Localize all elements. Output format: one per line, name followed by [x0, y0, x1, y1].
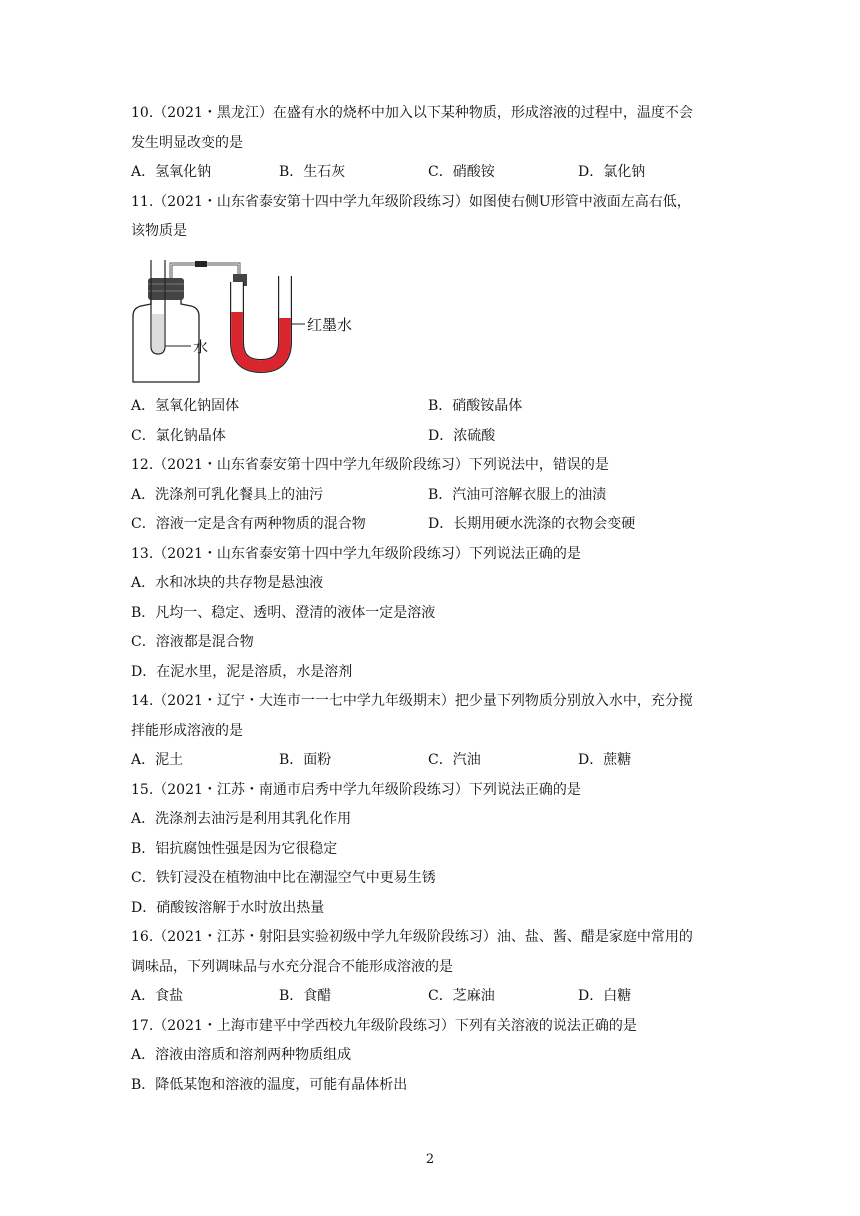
question-15-option-c: C．铁钉浸没在植物油中比在潮湿空气中更易生锈	[131, 870, 436, 886]
option-a: A．氢氧化钠固体	[131, 398, 240, 414]
question-13-option-c: C．溶液都是混合物	[131, 634, 254, 650]
question-14-options	[131, 750, 731, 770]
option-a: A．洗涤剂可乳化餐具上的油污	[131, 487, 324, 503]
question-11-stem-line-2: 该物质是	[131, 223, 187, 239]
question-16-stem-line-1: 16.（2021・江苏・射阳县实验初级中学九年级阶段练习）油、盐、酱、醋是家庭中常用的	[131, 929, 693, 945]
option-d: D．白糖	[578, 988, 632, 1004]
stopper-icon	[148, 278, 184, 300]
question-13-stem: 13.（2021・山东省泰安第十四中学九年级阶段练习）下列说法正确的是	[131, 546, 581, 562]
question-15-option-a: A．洗涤剂去油污是利用其乳化作用	[131, 811, 352, 827]
option-d: D．氯化钠	[578, 164, 646, 180]
option-d: D．浓硫酸	[428, 428, 496, 444]
option-c: C．氯化钠晶体	[131, 428, 226, 444]
question-13-option-d: D．在泥水里，泥是溶质，水是溶剂	[131, 664, 353, 680]
question-11-stem-line-1: 11.（2021・山东省泰安第十四中学九年级阶段练习）如图使右侧U形管中液面左高右低，	[131, 194, 691, 210]
question-10-stem-line-1: 10.（2021・黑龙江）在盛有水的烧杯中加入以下某种物质，形成溶液的过程中，温度不会	[131, 105, 693, 121]
option-c: C．汽油	[428, 752, 481, 768]
question-12-stem: 12.（2021・山东省泰安第十四中学九年级阶段练习）下列说法中，错误的是	[131, 457, 609, 473]
question-12-options-row-1	[131, 485, 731, 505]
question-10-options	[131, 162, 731, 182]
question-16-options	[131, 986, 731, 1006]
option-c: C．溶液一定是含有两种物质的混合物	[131, 516, 366, 532]
question-12-options-row-2	[131, 514, 731, 534]
water-label: 水	[193, 338, 209, 356]
option-d: D．蔗糖	[578, 752, 632, 768]
option-c: C．硝酸铵	[428, 164, 495, 180]
u-tube-apparatus-diagram	[131, 254, 371, 384]
question-13-option-b: B．凡均一、稳定、透明、澄清的液体一定是溶液	[131, 605, 436, 621]
red-ink-liquid	[237, 312, 285, 366]
question-15-stem: 15.（2021・江苏・南通市启秀中学九年级阶段练习）下列说法正确的是	[131, 782, 581, 798]
question-14-stem-line-1: 14.（2021・辽宁・大连市一一七中学九年级期末）把少量下列物质分别放入水中，充分搅	[131, 693, 693, 709]
question-13-option-a: A．水和冰块的共存物是悬浊液	[131, 575, 324, 591]
option-c: C．芝麻油	[428, 988, 495, 1004]
question-10-stem-line-2: 发生明显改变的是	[131, 135, 243, 151]
option-b: B．食醋	[279, 988, 332, 1004]
question-17-option-b: B．降低某饱和溶液的温度，可能有晶体析出	[131, 1077, 408, 1093]
page-number: 2	[425, 1152, 435, 1167]
question-17-option-a: A．溶液由溶质和溶剂两种物质组成	[131, 1047, 352, 1063]
question-15-option-b: B．铝抗腐蚀性强是因为它很稳定	[131, 841, 338, 857]
apparatus-figure	[131, 254, 371, 384]
question-11-options-row-2	[131, 426, 731, 446]
question-17-stem: 17.（2021・上海市建平中学西校九年级阶段练习）下列有关溶液的说法正确的是	[131, 1018, 637, 1034]
question-14-stem-line-2: 拌能形成溶液的是	[131, 723, 243, 739]
question-16-stem-line-2: 调味品，下列调味品与水充分混合不能形成溶液的是	[131, 959, 453, 975]
option-b: B．生石灰	[279, 164, 346, 180]
option-d: D．长期用硬水洗涤的衣物会变硬	[428, 516, 636, 532]
question-11-options-row-1	[131, 396, 731, 416]
question-15-option-d: D．硝酸铵溶解于水时放出热量	[131, 900, 325, 916]
option-b: B．面粉	[279, 752, 332, 768]
option-a: A．食盐	[131, 988, 184, 1004]
option-b: B．硝酸铵晶体	[428, 398, 523, 414]
option-b: B．汽油可溶解衣服上的油渍	[428, 487, 607, 503]
red-ink-label: 红墨水	[307, 316, 353, 334]
flask-icon	[133, 296, 199, 382]
option-a: A．泥土	[131, 752, 184, 768]
option-a: A．氢氧化钠	[131, 164, 212, 180]
